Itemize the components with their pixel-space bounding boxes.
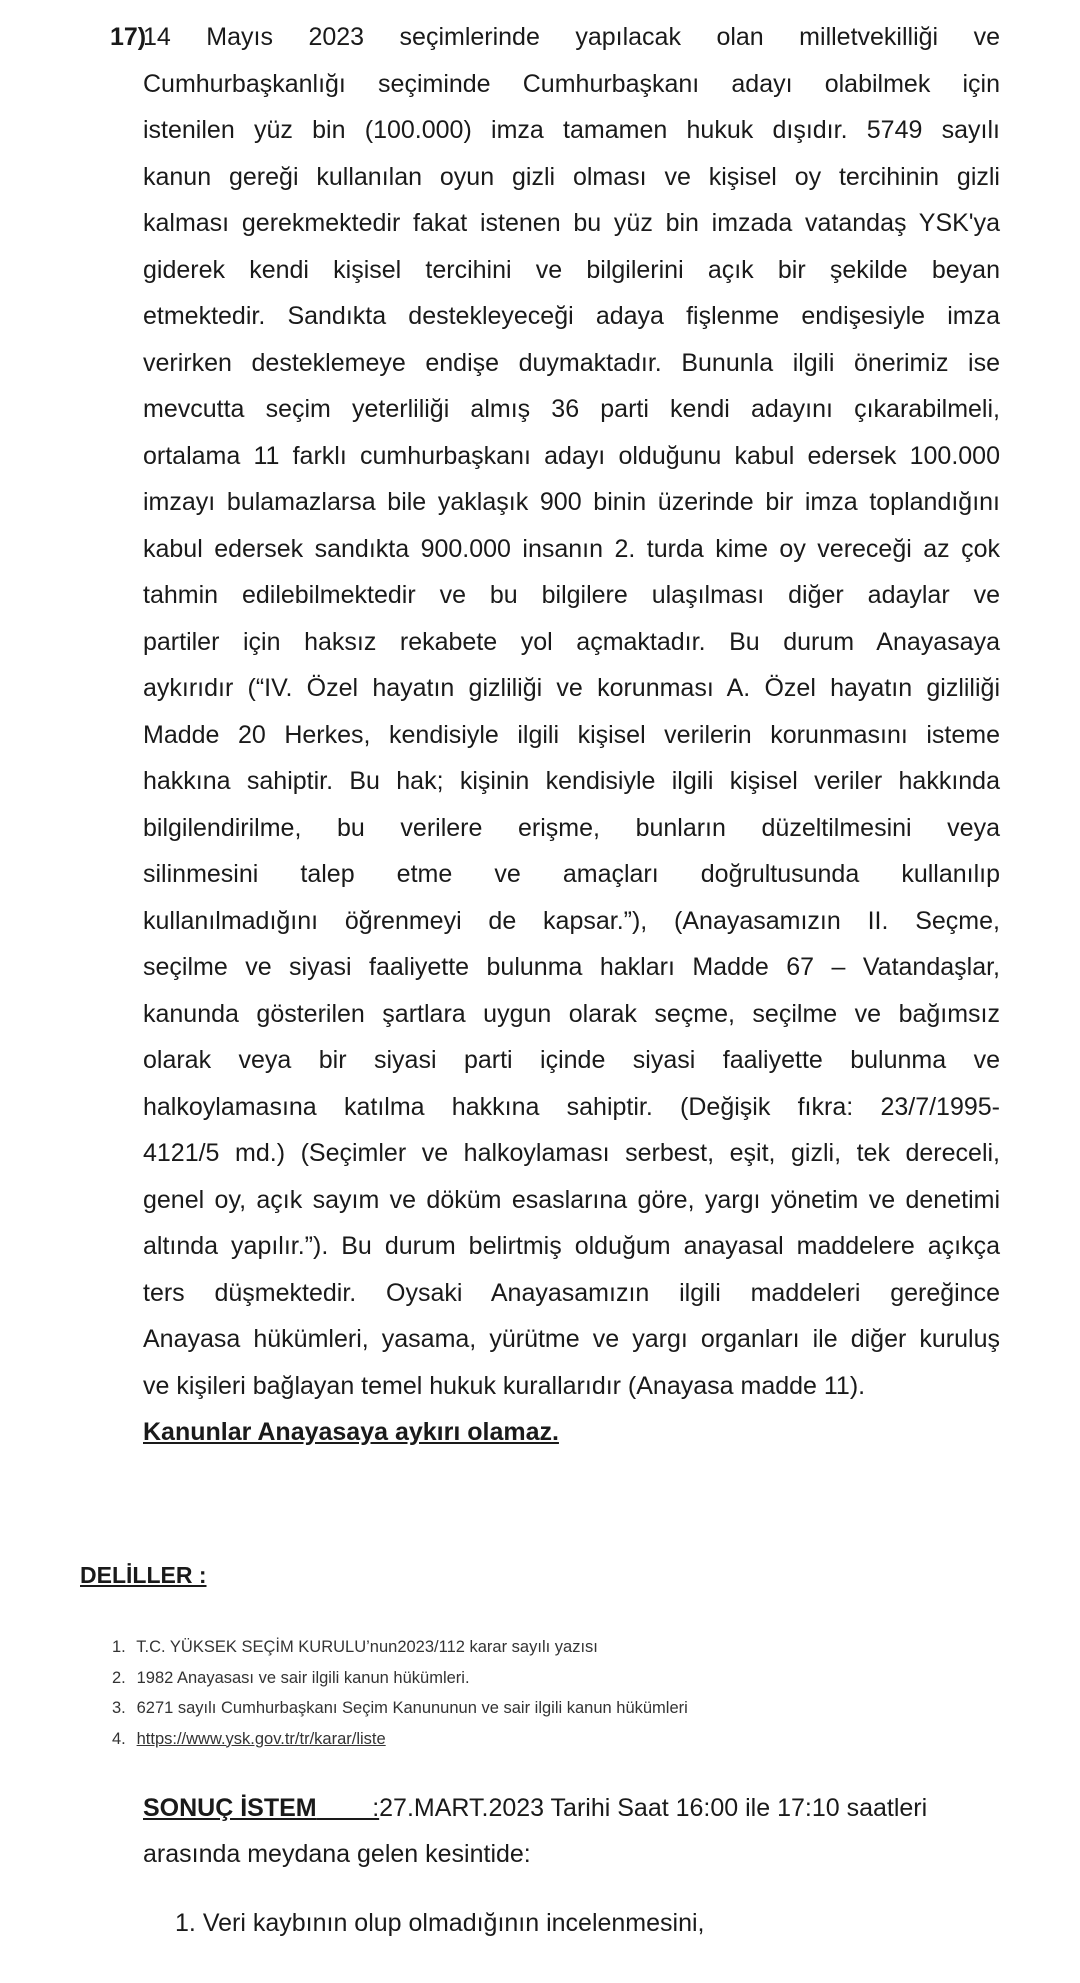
article-line: kullanılmadığını öğrenmeyi de kapsar.”), (Anayasamızın II. Seçme, [143, 906, 1000, 935]
article-body [143, 14, 1000, 1409]
article-line: partiler için haksız rekabete yol açmaktadır. Bu durum Anayasaya [143, 627, 1000, 656]
evidence-item [112, 1693, 688, 1724]
article-line: altında yapılır.”). Bu durum belirtmiş olduğum anayasal maddelere açıkça [143, 1232, 1000, 1260]
evidence-item-text: 1982 Anayasası ve sair ilgili kanun hükümleri. [136, 1668, 470, 1687]
article-closing: Kanunlar Anayasaya aykırı olamaz. [143, 1418, 559, 1446]
evidence-item-number: 3. [112, 1699, 126, 1717]
evidence-item-number: 1. [112, 1638, 126, 1656]
result-first-line [143, 1785, 1000, 1831]
request-item [175, 1900, 705, 1946]
article-line: kabul edersek sandıkta 900.000 insanın 2. turda kime oy vereceği az çok [143, 534, 1000, 563]
article-line: genel oy, açık sayım ve döküm esaslarına göre, yargı yönetim ve denetimi [143, 1185, 1000, 1214]
article-line: kanunda gösterilen şartlara uygun olarak seçme, seçilme ve bağımsız [143, 999, 1000, 1028]
result-label: SONUÇ İSTEM [143, 1794, 317, 1822]
article-17 [110, 14, 1000, 1456]
article-line: giderek kendi kişisel tercihini ve bilgilerini açık bir şekilde beyan [143, 255, 1000, 284]
article-line: kalması gerekmektedir fakat istenen bu yüz bin imzada vatandaş YSK'ya [143, 209, 1000, 237]
article-line: seçilme ve siyasi faaliyette bulunma hakları Madde 67 – Vatandaşlar, [143, 953, 1000, 981]
article-line: silinmesini talep etme ve amaçları doğrultusunda kullanılıp [143, 860, 1000, 888]
article-line: bilgilendirilme, bu verilere erişme, bunların düzeltilmesini veya [143, 813, 1000, 842]
evidence-item [112, 1724, 688, 1755]
article-line: etmektedir. Sandıkta destekleyeceği adaya fişlenme endişesiyle imza [143, 302, 1000, 330]
article-line: Madde 20 Herkes, kendisiyle ilgili kişisel verilerin korunmasını isteme [143, 720, 1000, 749]
article-line: mevcutta seçim yeterliliği almış 36 parti kendi adayını çıkarabilmeli, [143, 395, 1000, 423]
evidence-item-text: 6271 sayılı Cumhurbaşkanı Seçim Kanununun ve sair ilgili kanun hükümleri [136, 1699, 688, 1717]
article-number: 17) [110, 23, 147, 51]
request-text: Veri kaybının olup olmadığının incelenmesini, [202, 1909, 705, 1937]
article-line: hakkına sahiptir. Bu hak; kişinin kendisiyle ilgili kişisel veriler hakkında [143, 767, 1000, 795]
evidence-list [112, 1632, 688, 1754]
article-line: istenilen yüz bin (100.000) imza tamamen hukuk dışıdır. 5749 sayılı [143, 116, 1000, 144]
article-line: ve kişileri bağlayan temel hukuk kurallarıdır (Anayasa madde 11). [143, 1371, 866, 1400]
article-line: 14 Mayıs 2023 seçimlerinde yapılacak olan milletvekilliği ve [143, 23, 1000, 51]
evidence-item-number: 4. [112, 1729, 126, 1748]
article-line: ters düşmektedir. Oysaki Anayasamızın ilgili maddeleri gereğince [143, 1278, 1000, 1307]
article-line: verirken desteklemeye endişe duymaktadır. Bununla ilgili önerimiz ise [143, 348, 1000, 377]
evidence-item [112, 1632, 688, 1663]
evidence-item-text: T.C. YÜKSEK SEÇİM KURULU’nun2023/112 karar sayılı yazısı [136, 1638, 598, 1656]
article-line: olarak veya bir siyasi parti içinde siyasi faaliyette bulunma ve [143, 1046, 1000, 1074]
evidence-item-number: 2. [112, 1668, 126, 1687]
article-line: Cumhurbaşkanlığı seçiminde Cumhurbaşkanı adayı olabilmek için [143, 69, 1000, 98]
article-line: aykırıdır (“IV. Özel hayatın gizliliği ve korunması A. Özel hayatın gizliliği [143, 674, 1000, 702]
evidence-item [112, 1663, 688, 1694]
article-line: Anayasa hükümleri, yasama, yürütme ve yargı organları ile diğer kuruluş [143, 1325, 1000, 1353]
article-line: 4121/5 md.) (Seçimler ve halkoylaması serbest, eşit, gizli, tek dereceli, [143, 1139, 1000, 1167]
result-line-1: 27.MART.2023 Tarihi Saat 16:00 ile 17:10 saatleri [379, 1794, 928, 1822]
article-line: halkoylamasına katılma hakkına sahiptir. (Değişik fıkra: 23/7/1995- [143, 1092, 1000, 1121]
request-number: 1. [175, 1909, 196, 1937]
result-separator: : [316, 1794, 380, 1822]
article-line: tahmin edilebilmektedir ve bu bilgilere ulaşılması diğer adaylar ve [143, 581, 1000, 609]
evidence-link[interactable]: https://www.ysk.gov.tr/tr/karar/liste [136, 1729, 386, 1748]
evidence-heading: DELİLLER : [80, 1562, 207, 1588]
article-line: ortalama 11 farklı cumhurbaşkanı adayı olduğunu kabul edersek 100.000 [143, 441, 1000, 470]
result-section [143, 1785, 1000, 1877]
article-line: kanun gereği kullanılan oyun gizli olması ve kişisel oy tercihinin gizli [143, 162, 1000, 191]
result-line-2: arasında meydana gelen kesintide: [143, 1840, 531, 1868]
article-line: imzayı bulamazlarsa bile yaklaşık 900 binin üzerinde bir imza toplandığını [143, 488, 1000, 516]
